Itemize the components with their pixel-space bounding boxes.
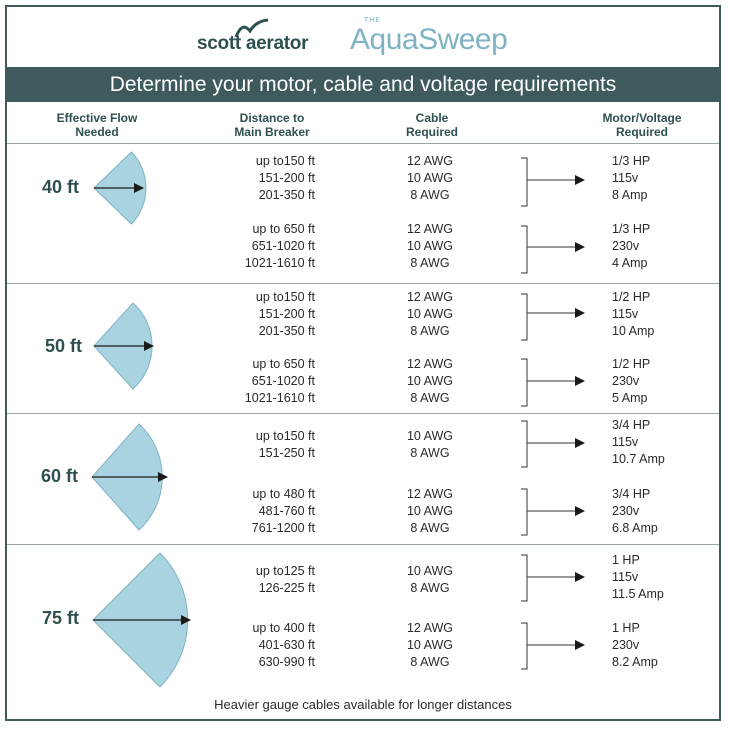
- cable-value: 10 AWG: [406, 307, 454, 321]
- bracket-arrow: [521, 158, 584, 206]
- header-cable-line2: Required: [405, 125, 458, 139]
- cable-value: 10 AWG: [406, 374, 454, 388]
- bracket-arrow: [521, 294, 584, 340]
- motor-voltage: 115v: [612, 171, 639, 185]
- motor-amp: 8.2 Amp: [612, 655, 658, 669]
- motor-amp: 6.8 Amp: [612, 521, 658, 535]
- cable-value: 8 AWG: [410, 256, 450, 270]
- motor-amp: 5 Amp: [612, 391, 648, 405]
- motor-hp: 1 HP: [612, 621, 640, 635]
- distance-value: up to 480 ft: [252, 487, 315, 501]
- distance-value: 481-760 ft: [258, 504, 315, 518]
- motor-voltage: 115v: [612, 570, 639, 584]
- cable-value: 12 AWG: [406, 487, 454, 501]
- motor-hp: 1/3 HP: [612, 154, 651, 168]
- motor-amp: 11.5 Amp: [612, 587, 664, 601]
- distance-value: up to150 ft: [255, 429, 315, 443]
- distance-value: 401-630 ft: [258, 638, 315, 652]
- graphics-layer: [7, 7, 723, 723]
- motor-hp: 1/3 HP: [612, 222, 651, 236]
- motor-amp: 10 Amp: [612, 324, 655, 338]
- distance-value: 151-200 ft: [258, 171, 315, 185]
- cable-value: 8 AWG: [410, 188, 450, 202]
- cable-value: 10 AWG: [406, 504, 454, 518]
- aquasweep-the-label: THE: [364, 17, 381, 24]
- header-flow-line1: Effective Flow: [56, 111, 138, 125]
- header-motor-line2: Required: [615, 125, 668, 139]
- cable-value: 12 AWG: [406, 290, 454, 304]
- distance-value: 151-250 ft: [258, 446, 315, 460]
- motor-hp: 3/4 HP: [612, 487, 651, 501]
- header-distance-line1: Distance to: [239, 111, 305, 125]
- flow-fan-75ft: [93, 553, 190, 687]
- motor-voltage: 230v: [612, 374, 640, 388]
- header-motor-line1: Motor/Voltage: [602, 111, 682, 125]
- cable-value: 10 AWG: [406, 638, 454, 652]
- motor-amp: 10.7 Amp: [612, 452, 665, 466]
- distance-value: up to150 ft: [255, 154, 315, 168]
- motor-hp: 1/2 HP: [612, 290, 651, 304]
- header-cable-line1: Cable: [415, 111, 449, 125]
- cable-value: 10 AWG: [406, 239, 454, 253]
- flow-label-50ft: 50 ft: [45, 336, 83, 356]
- motor-amp: 8 Amp: [612, 188, 648, 202]
- distance-value: 761-1200 ft: [251, 521, 315, 535]
- distance-value: up to 650 ft: [252, 357, 315, 371]
- cable-value: 8 AWG: [410, 446, 450, 460]
- distance-value: 630-990 ft: [258, 655, 315, 669]
- motor-hp: 1 HP: [612, 553, 640, 567]
- cable-value: 12 AWG: [406, 357, 454, 371]
- motor-voltage: 230v: [612, 638, 640, 652]
- motor-voltage: 115v: [612, 307, 639, 321]
- distance-value: 651-1020 ft: [251, 239, 315, 253]
- cable-value: 12 AWG: [406, 621, 454, 635]
- cable-value: 10 AWG: [406, 564, 454, 578]
- footer-note: Heavier gauge cables available for longer distances: [214, 697, 512, 712]
- distance-value: 1021-1610 ft: [244, 391, 315, 405]
- motor-hp: 1/2 HP: [612, 357, 651, 371]
- cable-value: 10 AWG: [406, 171, 454, 185]
- distance-value: 151-200 ft: [258, 307, 315, 321]
- flow-fan-50ft: [94, 303, 153, 389]
- cable-value: 8 AWG: [410, 655, 450, 669]
- flow-fan-40ft: [94, 152, 146, 224]
- bracket-arrow: [521, 421, 584, 467]
- banner-title: Determine your motor, cable and voltage requirements: [7, 67, 719, 102]
- cable-value: 10 AWG: [406, 429, 454, 443]
- flow-label-75ft: 75 ft: [42, 608, 80, 628]
- distance-value: 201-350 ft: [258, 324, 315, 338]
- chart-frame: [5, 5, 721, 721]
- flow-label-60ft: 60 ft: [41, 466, 79, 486]
- header-flow-line2: Needed: [75, 125, 119, 139]
- cable-value: 12 AWG: [406, 154, 454, 168]
- bracket-arrow: [521, 489, 584, 535]
- flow-label-40ft: 40 ft: [42, 177, 80, 197]
- cable-value: 12 AWG: [406, 222, 454, 236]
- cable-value: 8 AWG: [410, 391, 450, 405]
- motor-hp: 3/4 HP: [612, 418, 651, 432]
- distance-value: 1021-1610 ft: [244, 256, 315, 270]
- cable-value: 8 AWG: [410, 324, 450, 338]
- bracket-arrow: [521, 555, 584, 601]
- cable-value: 8 AWG: [410, 521, 450, 535]
- motor-voltage: 115v: [612, 435, 639, 449]
- header-distance-line2: Main Breaker: [234, 125, 310, 139]
- motor-voltage: 230v: [612, 504, 640, 518]
- bracket-arrow: [521, 226, 584, 273]
- motor-voltage: 230v: [612, 239, 640, 253]
- distance-value: up to125 ft: [255, 564, 315, 578]
- distance-value: 651-1020 ft: [251, 374, 315, 388]
- bracket-arrow: [521, 623, 584, 669]
- distance-value: up to 400 ft: [252, 621, 315, 635]
- distance-value: 201-350 ft: [258, 188, 315, 202]
- distance-value: up to150 ft: [255, 290, 315, 304]
- cable-value: 8 AWG: [410, 581, 450, 595]
- distance-value: 126-225 ft: [258, 581, 315, 595]
- distance-value: up to 650 ft: [252, 222, 315, 236]
- scott-aerator-logo: scott aerator: [197, 33, 309, 54]
- aquasweep-logo: AquaSweep: [350, 23, 508, 56]
- bracket-arrow: [521, 359, 584, 406]
- flow-fan-60ft: [92, 424, 167, 530]
- motor-amp: 4 Amp: [612, 256, 648, 270]
